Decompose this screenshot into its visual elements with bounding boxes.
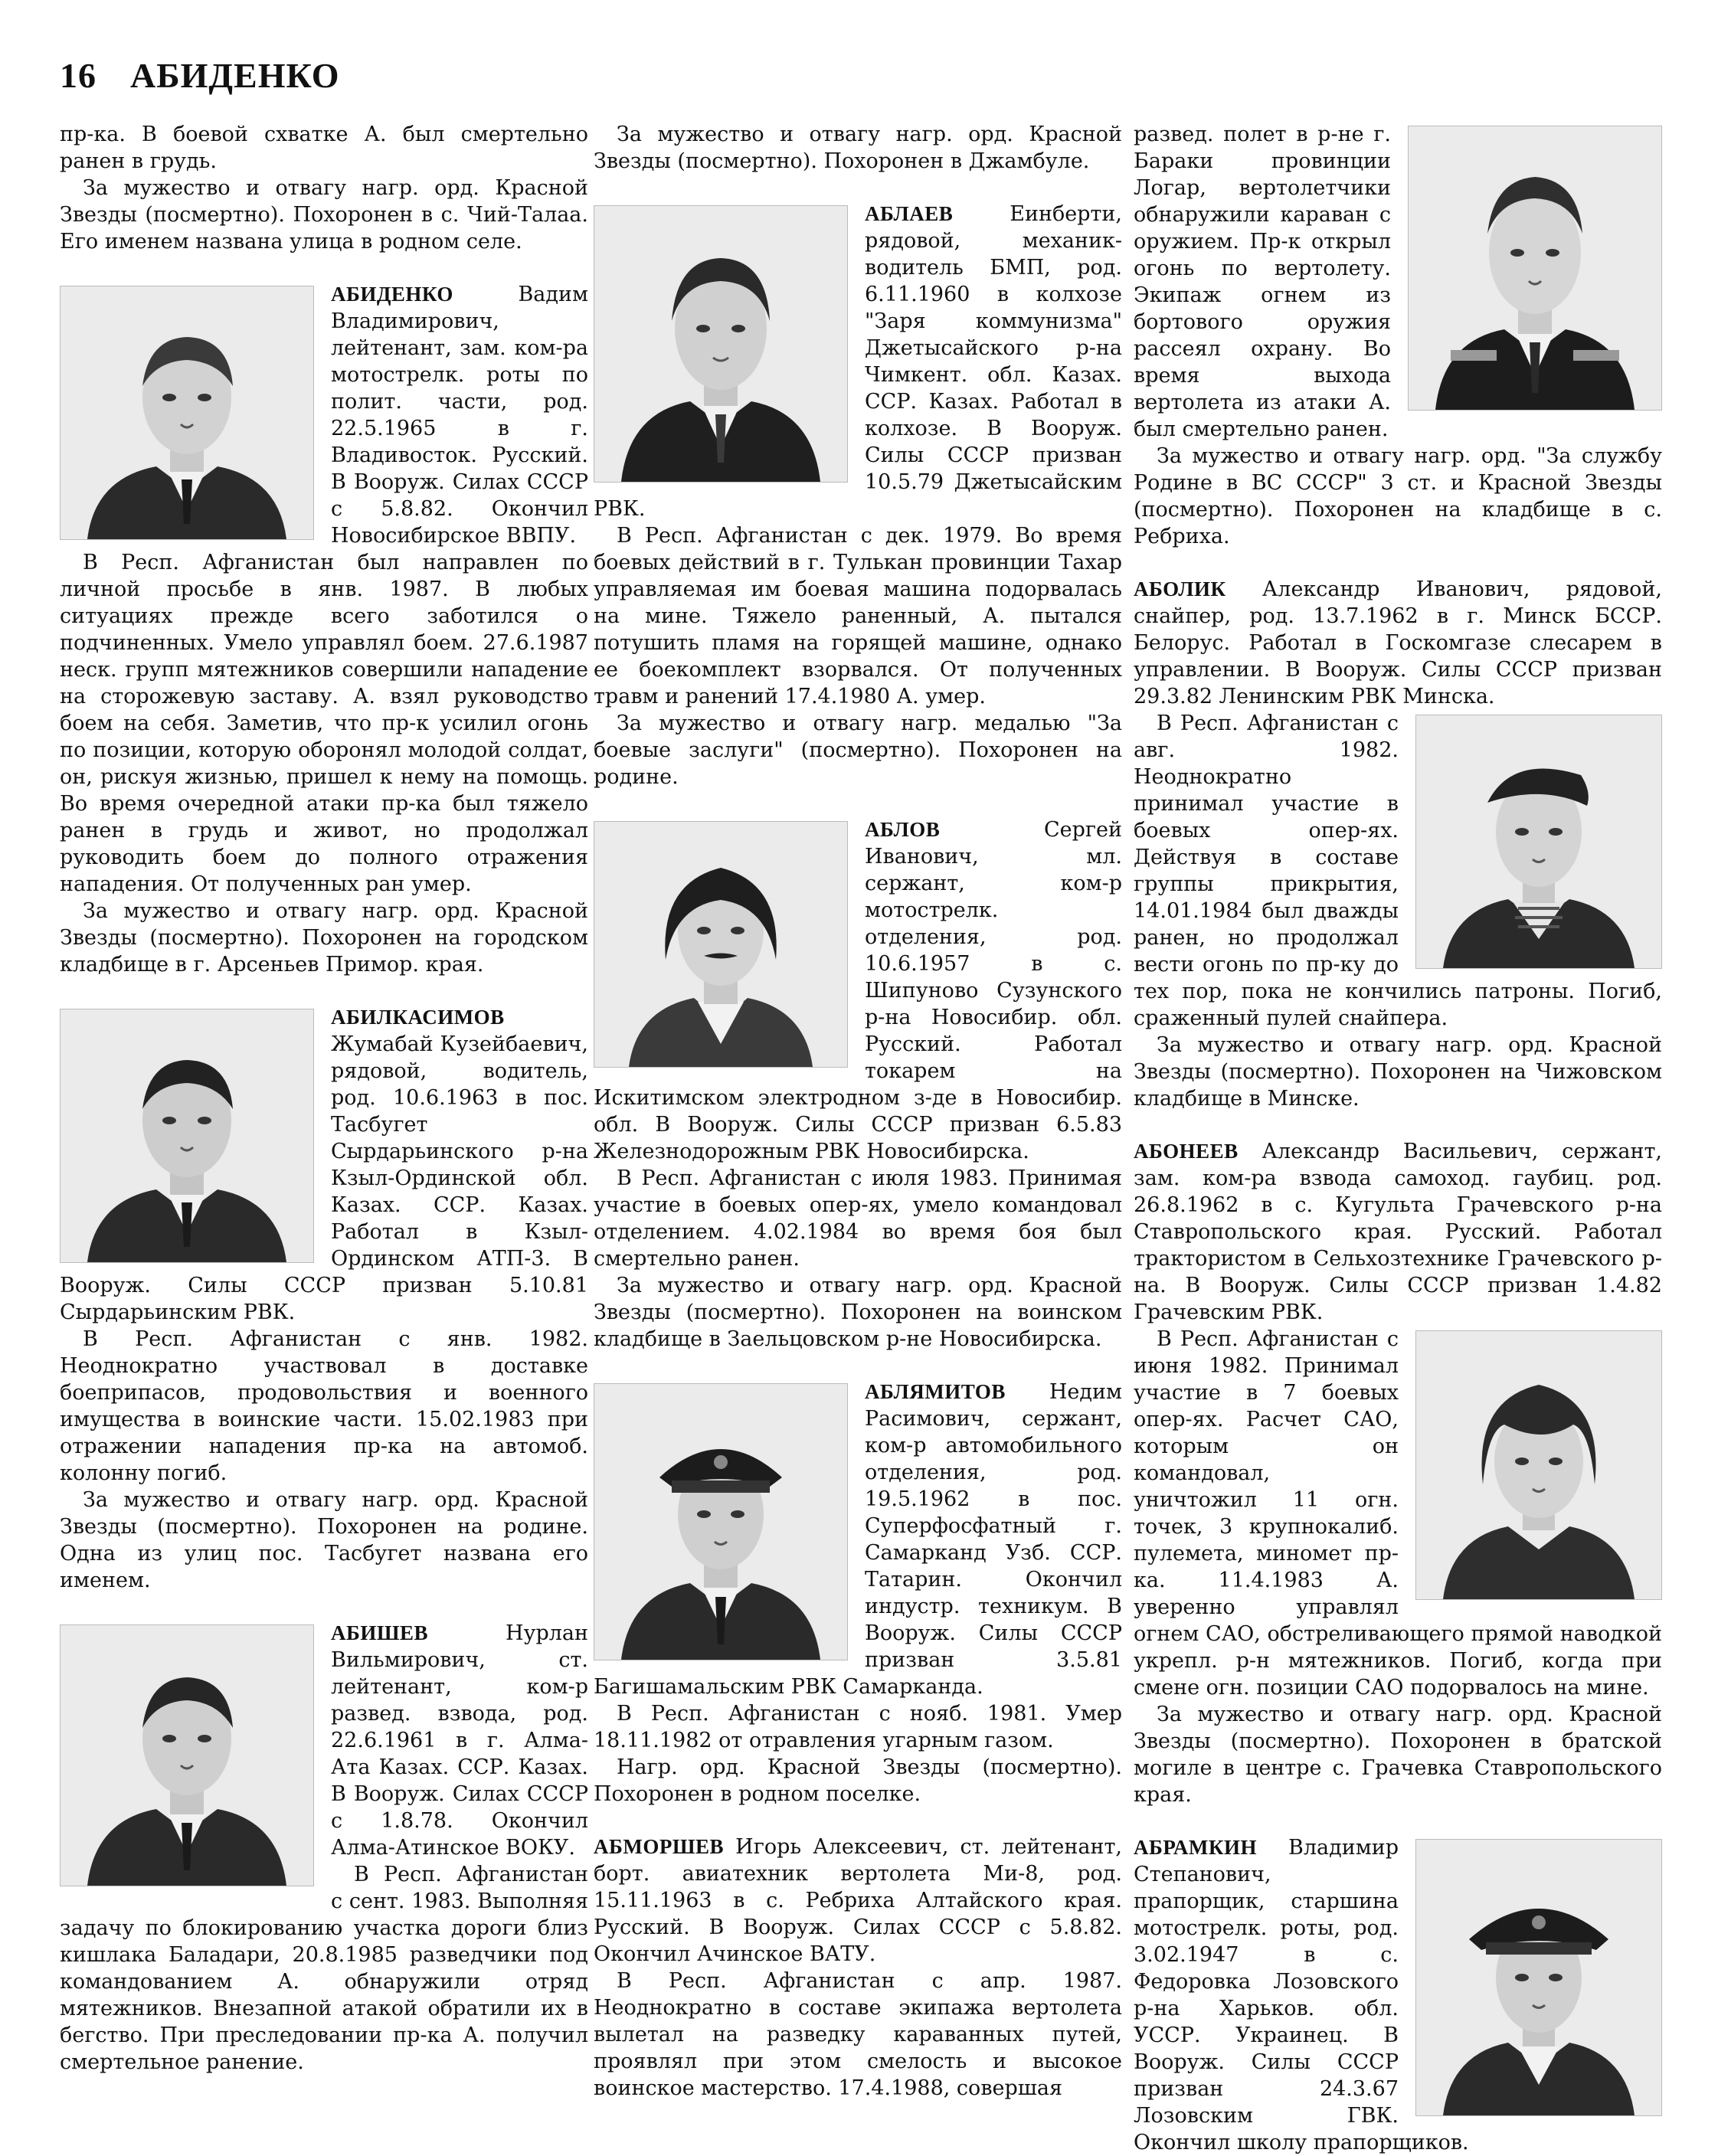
continued-text: За мужество и отвагу нагр. орд. Красной Звезды (посмертно). Похоронен в с. Чий-Талаа. Его именем названа улица в родном селе.: [60, 176, 588, 254]
continued-text: За мужество и отвагу нагр. орд. Красной Звезды (посмертно). Похоронен в Джамбуле.: [594, 123, 1122, 173]
column-1: [60, 121, 588, 2076]
entry-abidenko: [60, 281, 588, 978]
entry-abolik: [1134, 576, 1662, 1112]
portrait-photo-abilkasimov: [60, 1009, 314, 1263]
entry-paragraph: За мужество и отвагу нагр. орд. Красной Звезды (посмертно). Похоронен на городском кладбище в г. Арсеньев Примор. края.: [60, 899, 588, 977]
portrait-illustration: [606, 1407, 836, 1660]
entry-name: АБОНЕЕВ: [1134, 1140, 1239, 1163]
page-header: [60, 55, 340, 101]
entry-abramkin: [1134, 1834, 1662, 2156]
entry-paragraph: За мужество и отвагу нагр. орд. Красной Звезды (посмертно). Похоронен в братской могиле в центре с. Грачевка Ставропольского края.: [1134, 1703, 1662, 1807]
entry-paragraph: За мужество и отвагу нагр. орд. Красной Звезды (посмертно). Похоронен на родине. Одна из улиц пос. Тасбугет названа его именем.: [60, 1488, 588, 1592]
entry-lead: Сергей Иванович, мл. сержант, ком-р мотострелк. отделения, род. 10.6.1957 в с. Шипуново Сузунского р-на Новосибир. обл. Русский. Работал токарем на Искитимском электродном з-де в Новосибир. обл. В Вооруж. Силы СССР призван 6.5.83 Железнодорожным РВК Новосибирска.: [594, 818, 1122, 1163]
entry-aboneev: [1134, 1138, 1662, 1808]
entry-name: АБРАМКИН: [1134, 1836, 1257, 1859]
portrait-illustration: [72, 1032, 302, 1262]
entry-lead: Игорь Алексеевич, ст. лейтенант, борт. авиатехник вертолета Ми-8, род. 15.11.1963 в с. Ребриха Алтайского края. Русский. В Вооруж. Силах СССР с 5.8.82. Окончил Ачинское ВАТУ.: [594, 1835, 1122, 1966]
entry-paragraph: В Респ. Афганистан с нояб. 1981. Умер 18.11.1982 от отравления угарным газом.: [594, 1702, 1122, 1752]
portrait-photo-abishev: [60, 1624, 314, 1886]
portrait-illustration: [1428, 1863, 1650, 2115]
entry-name: АБМОРШЕВ: [594, 1835, 724, 1858]
portrait-photo-abolik: [1415, 715, 1662, 969]
entry-name: АБОЛИК: [1134, 577, 1226, 600]
entry-lead: Александр Иванович, рядовой, снайпер, род. 13.7.1962 в г. Минск БССР. Белорус. Работал в Госкомгазе слесарем в управлении. В Вооруж. Силы СССР призван 29.3.82 Ленинским РВК Минска.: [1134, 577, 1662, 708]
entry-abishev: [60, 1620, 588, 2076]
portrait-illustration: [1420, 149, 1650, 410]
entry-paragraph: За мужество и отвагу нагр. медалью "За боевые заслуги" (посмертно). Похоронен на родине.: [594, 712, 1122, 789]
portrait-illustration: [72, 309, 302, 539]
portrait-photo-abmorshev: [1408, 126, 1662, 411]
entry-lead: Александр Васильевич, сержант, зам. ком-ра взвода самоход. гаубиц. род. 26.8.1962 в с. Кугульта Грачевского р-на Ставропольского края. Русский. Работал трактористом в Сельхозтехнике Грачевского р-на. В Вооруж. Силы СССР призван 1.4.82 Грачевским РВК.: [1134, 1140, 1662, 1324]
continued-text: За мужество и отвагу нагр. орд. "За службу Родине в ВС СССР" 3 ст. и Красной Звезды (посмертно). Похоронен на кладбище в с. Ребриха.: [1134, 444, 1662, 548]
entry-lead: Владимир Степанович, прапорщик, старшина мотострелк. роты, род. 3.02.1947 в с. Федоровка Лозовского р-на Харьков. обл. УССР. Украинец. В Вооруж. Силы СССР призван 24.3.67 Лозовским ГВК. Окончил школу прапорщиков.: [1134, 1836, 1469, 2154]
page-number: 16: [60, 56, 97, 95]
entry-name: АБЛАЕВ: [865, 202, 954, 225]
entry-paragraph: В Респ. Афганистан с июля 1983. Принимая участие в боевых опер-ях, умело командовал отделением. 4.02.1984 во время боя был смертельно ранен.: [594, 1166, 1122, 1271]
running-head: АБИДЕНКО: [130, 56, 340, 95]
portrait-illustration: [606, 845, 836, 1067]
entry-ablyamitov: [594, 1379, 1122, 1808]
entry-paragraph: За мужество и отвагу нагр. орд. Красной Звезды (посмертно). Похоронен на Чижовском кладбище в Минске.: [1134, 1033, 1662, 1111]
entry-paragraph: В Респ. Афганистан с дек. 1979. Во время боевых действий в г. Тулькан провинции Тахар управляемая им боевая машина подорвалась на мине. Тяжело раненный, А. пытался потушить пламя на горящей машине, однако ее боекомплект взорвался. От полученных травм и ранений 17.4.1980 А. умер.: [594, 524, 1122, 708]
portrait-illustration: [606, 229, 836, 482]
portrait-photo-abidenko: [60, 286, 314, 540]
entry-paragraph: За мужество и отвагу нагр. орд. Красной Звезды (посмертно). Похоронен на воинском кладбище в Заельцовском р-не Новосибирска.: [594, 1274, 1122, 1351]
entry-name: АБЛОВ: [865, 818, 941, 841]
entry-paragraph: В Респ. Афганистан с сент. 1983. Выполняя задачу по блокированию участка дороги близ кишлака Баладари, 20.8.1985 разведчики под командованием А. обнаружили отряд мятежников. Внезапной атакой обратили их в бегство. При преследовании пр-ка А. получил смертельное ранение.: [60, 1863, 588, 2074]
entry-abilkasimov: [60, 1004, 588, 1594]
entry-lead: Жумабай Кузейбаевич, рядовой, водитель, род. 10.6.1963 в пос. Тасбугет Сырдарьинского р-на Кзыл-Ординской обл. Казах. ССР. Казах. Работал в Кзыл-Ординском АТП-3. В Вооруж. Силы СССР призван 5.10.81 Сырдарьинским РВК.: [60, 1032, 588, 1324]
portrait-photo-ablaev: [594, 205, 848, 483]
entry-name: АБИЛКАСИМОВ: [331, 1006, 505, 1029]
entry-lead: Нурлан Вильмирович, ст. лейтенант, ком-р развед. взвода, род. 22.6.1961 в г. Алма-Ата Казах. ССР. Казах. В Вооруж. Силах СССР с 1.8.78. Окончил Алма-Атинское ВОКУ.: [331, 1621, 588, 1860]
portrait-illustration: [72, 1648, 302, 1886]
entry-paragraph: В Респ. Афганистан с июня 1982. Принимал участие в 7 боевых опер-ях. Расчет САО, которым он командовал, уничтожил 11 огн. точек, 3 крупнокалиб. пулемета, миномет пр-ка. 11.4.1983 А. уверенно управлял огнем САО, обстреливающего прямой наводкой укрепл. р-н мятежников. Погиб, когда при смене огн. позиции САО подорвалось на мине.: [1134, 1327, 1662, 1700]
entry-name: АБЛЯМИТОВ: [865, 1380, 1006, 1403]
entry-lead: Еинберти, рядовой, механик-водитель БМП, род. 6.11.1960 в колхозе "Заря коммунизма" Джетысайского р-на Чимкент. обл. Казах. ССР. Казах. Работал в колхозе. В Вооруж. Силы СССР призван 10.5.79 Джетысайским РВК.: [594, 202, 1122, 521]
entry-paragraph: Нагр. орд. Красной Звезды (посмертно). Похоронен в родном поселке.: [594, 1755, 1122, 1806]
entry-abmorshev: [594, 1834, 1122, 2102]
entry-paragraph: В Респ. Афганистан был направлен по личной просьбе в янв. 1987. В любых ситуациях прежде всего заботился о подчиненных. Умело управлял боем. 27.6.1987 неск. групп мятежников совершили нападение на сторожевую заставу. А. взял руководство боем на себя. Заметив, что пр-к усилил огонь по позиции, которую оборонял молодой солдат, он, рискуя жизнью, пришел к нему на помощь. Во время очередной атаки пр-ка был тяжело ранен в грудь и живот, но продолжал руководить боем до полного отражения нападения. От полученных ран умер.: [60, 551, 588, 896]
entry-name: АБИДЕНКО: [331, 283, 453, 306]
continued-text: пр-ка. В боевой схватке А. был смертельно ранен в грудь.: [60, 123, 588, 173]
entry-paragraph: В Респ. Афганистан с апр. 1987. Неоднократно в составе экипажа вертолета вылетал на разведку караванных путей, проявлял при этом смелость и высокое воинское мастерство. 17.4.1988, совершая: [594, 1969, 1122, 2100]
column-2: [594, 121, 1122, 2102]
entry-name: АБИШЕВ: [331, 1621, 429, 1644]
entry-lead: Недим Расимович, сержант, ком-р автомобильного отделения, род. 19.5.1962 в пос. Суперфосфатный г. Самарканд Узб. ССР. Татарин. Окончил индустр. техникум. В Вооруж. Силы СССР призван 3.5.81 Багишамальским РВК Самарканда.: [594, 1380, 1122, 1699]
entry-ablov: [594, 816, 1122, 1353]
portrait-illustration: [1428, 1354, 1650, 1599]
portrait-photo-aboneev: [1415, 1330, 1662, 1600]
portrait-photo-ablyamitov: [594, 1383, 848, 1660]
entry-ablaev: [594, 201, 1122, 790]
entry-paragraph: В Респ. Афганистан с янв. 1982. Неоднократно участвовал в доставке боеприпасов, продовольствия и военного имущества в воинские части. 15.02.1983 при отражении нападения пр-ка на автомоб. колонну погиб.: [60, 1327, 588, 1485]
portrait-photo-abramkin: [1415, 1839, 1662, 2116]
entry-paragraph: В Респ. Афганистан с авг. 1982. Неоднократно принимал участие в боевых опер-ях. Действуя в составе группы прикрытия, 14.01.1984 был дважды ранен, но продолжал вести огонь по пр-ку до тех пор, пока не кончились патроны. Погиб, сраженный пулей снайпера.: [1134, 712, 1662, 1030]
portrait-illustration: [1428, 738, 1650, 968]
portrait-photo-ablov: [594, 821, 848, 1068]
entry-lead: Вадим Владимирович, лейтенант, зам. ком-ра мотострелк. роты по полит. части, род. 22.5.1965 в г. Владивосток. Русский. В Вооруж. Силах СССР с 5.8.82. Окончил Новосибирское ВВПУ.: [331, 283, 588, 548]
continued-text: развед. полет в р-не г. Бараки провинции Логар, вертолетчики обнаружили караван с оружием. Пр-к открыл огонь по вертолету. Экипаж огнем из бортового оружия рассеял охрану. Во время выхода вертолета из атаки А. был смертельно ранен.: [1134, 123, 1391, 441]
column-3: [1134, 121, 1662, 2156]
